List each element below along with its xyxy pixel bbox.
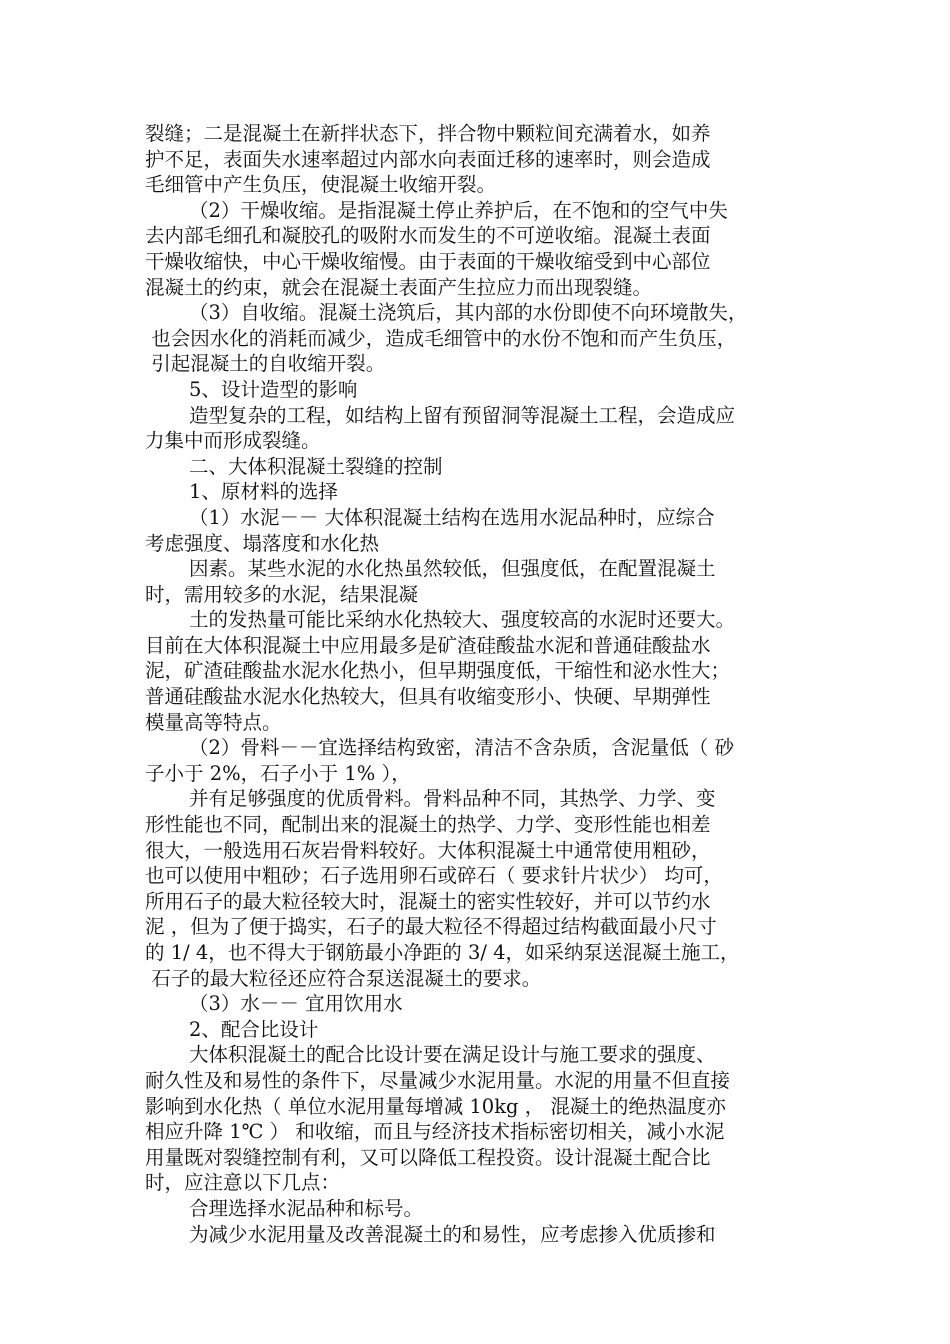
text-line: 为减少水泥用量及改善混凝土的和易性，应考虑掺入优质掺和 [189,1222,716,1246]
text-line: 干燥收缩快，中心干燥收缩慢。由于表面的干燥收缩受到中心部位 [145,249,711,273]
text-line: 裂缝；二是混凝土在新拌状态下，拌合物中颗粒间充满着水，如养 [145,122,711,145]
text-line: （2）干燥收缩。是指混凝土停止养护后，在不饱和的空气中失 [189,198,728,222]
text-line: 也会因水化的消耗而减少，造成毛细管中的水份不饱和而产生负压， [145,326,737,350]
text-line: 去内部毛细孔和凝胶孔的吸附水而发生的不可逆收缩。混凝土表面 [145,224,711,248]
text-line: 用量既对裂缝控制有利，又可以降低工程投资。设计混凝土配合比 [145,1145,711,1169]
text-line: 耐久性及和易性的条件下，尽量减少水泥用量。水泥的用量不但直接 [145,1068,731,1092]
text-line: 5、设计造型的影响 [189,377,358,401]
text-line: 普通硅酸盐水泥水化热较大，但具有收缩变形小、快硬、早期弹性 [145,685,711,709]
text-line: 并有足够强度的优质骨料。骨料品种不同，其热学、力学、变 [189,787,716,811]
text-line: 造型复杂的工程，如结构上留有预留洞等混凝土工程，会造成应 [189,403,736,427]
text-line: 护不足，表面失水速率超过内部水向表面迁移的速率时，则会造成 [145,147,711,171]
text-line: 力集中而形成裂缝。 [145,429,321,453]
text-line: 石子的最大粒径还应符合泵送混凝土的要求。 [145,966,542,990]
text-line: 引起混凝土的自收缩开裂。 [145,352,386,376]
text-line: （1）水泥－－ 大体积混凝土结构在选用水泥品种时，应综合 [189,505,715,529]
text-line: （2）骨料－－宜选择结构致密，清洁不含杂质，含泥量低（ 砂 [189,736,735,760]
text-line: 相应升降 1℃ ） 和收缩，而且与经济技术指标密切相关，减小水泥 [145,1120,725,1144]
document-body [145,121,815,1247]
text-line: 毛细管中产生负压，使混凝土收缩开裂。 [145,173,497,197]
text-line: 因素。某些水泥的水化热虽然较低，但强度低，在配置混凝土 [189,557,716,581]
text-line: 目前在大体积混凝土中应用最多是矿渣硅酸盐水泥和普通硅酸盐水 [145,633,711,657]
text-line: 所用石子的最大粒径较大时，混凝土的密实性较好，并可以节约水 [145,889,711,913]
text-line: 混凝土的约束，就会在混凝土表面产生拉应力而出现裂缝。 [145,275,653,299]
text-line: （3）水－－ 宜用饮用水 [189,992,403,1016]
text-line: 2、配合比设计 [189,1017,319,1041]
text-line: （3）自收缩。混凝土浇筑后，其内部的水份即使不向环境散失， [189,301,748,325]
text-line: 合理选择水泥品种和标号。 [189,1196,424,1220]
text-line: 大体积混凝土的配合比设计要在满足设计与施工要求的强度、 [189,1043,716,1067]
text-line: 土的发热量可能比采纳水化热较大、强度较高的水泥时还要大。 [189,608,736,632]
text-line: 模量高等特点。 [145,710,282,734]
text-line: 二、大体积混凝土裂缝的控制 [189,454,443,478]
text-line: 也可以使用中粗砂；石子选用卵石或碎石（ 要求针片状少） 均可， [145,864,723,888]
text-line: 影响到水化热（ 单位水泥用量每增减 10kg ， 混凝土的绝热温度亦 [145,1094,726,1118]
text-line: 的 1/ 4，也不得大于钢筋最小净距的 3/ 4，如采纳泵送混凝土施工， [145,941,740,964]
text-line: 考虑强度、塌落度和水化热 [145,531,380,555]
text-line: 形性能也不同，配制出来的混凝土的热学、力学、变形性能也相差 [145,813,711,837]
text-line: 1、原材料的选择 [189,480,338,504]
text-line: 很大，一般选用石灰岩骨料较好。大体积混凝土中通常使用粗砂， [145,838,711,862]
text-line: 泥，矿渣硅酸盐水泥水化热小，但早期强度低，干缩性和泌水性大； [145,659,731,683]
text-line: 泥 ，但为了便于捣实，石子的最大粒径不得超过结构截面最小尺寸 [145,915,717,939]
text-line: 时，需用较多的水泥，结果混凝 [145,582,419,606]
text-line: 时，应注意以下几点： [145,1171,341,1195]
text-line: 子小于 2%，石子小于 1% ）， [145,761,411,785]
